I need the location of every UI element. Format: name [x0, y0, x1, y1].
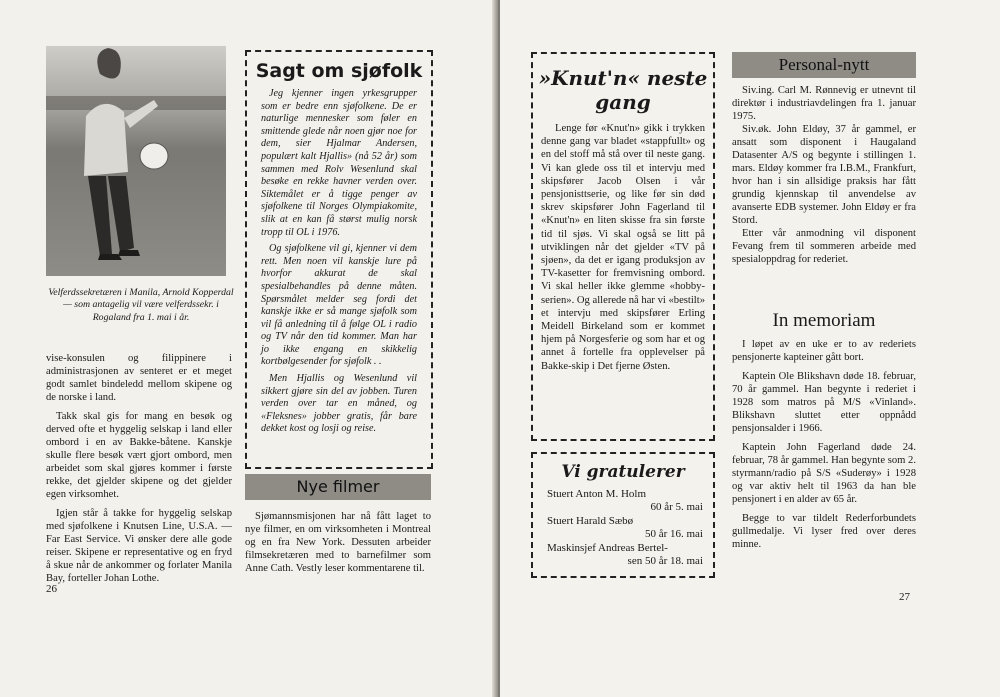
- photo-image: [46, 46, 226, 276]
- in-memoriam-heading: In memoriam: [772, 310, 876, 331]
- gratulerer-entry: [547, 488, 703, 515]
- page-number: 26: [46, 583, 57, 595]
- paragraph: Og sjøfolkene vil gi, kjenner vi dem rett. Men noen vil kanskje lure på hvorfor akkurat de skal spesialbehandles på denne måten. Spørsmålet melder seg fordi det kanskje ikke er så mange sjøfolk som vil få anledning til å følge OL i radio og TV når den tid kommer. Man har jo ikke engang en skikkelig kortbølgesender for sjøfolk . .: [261, 243, 417, 368]
- entry-date: 50 år 16. mai: [644, 528, 703, 541]
- left-page: [0, 0, 496, 697]
- gratulerer-list: [533, 488, 713, 568]
- gratulerer-entry: [547, 515, 703, 542]
- gratulerer-title: Vi gratulerer: [561, 462, 685, 482]
- paragraph: Takk skal gis for mang en besøk og derved ofte et hyggelig selskap i land eller ombord i en av Bakke-båtene. Kanskje skulle flere besøk vært gjort ombord, men arbeidet som skal gjøres kommer i første rekke, det gjelder skipene og det gjelder egen virksomhet.: [46, 411, 232, 500]
- paragraph: Siv.øk. John Eldøy, 37 år gammel, er ansatt som disponent i Haugaland Datasenter A/S og begynte i stillingen 1. mars. Eldøy kommer fra I.B.M., Frankfurt, hvor han i sin allsidige praksis har fått grundig kjennskap til anvendelse av avanserte EDB systemer. John Eldøy er fra Stord.: [732, 124, 916, 226]
- page-number: 27: [899, 591, 910, 603]
- knutn-box: [531, 52, 715, 441]
- paragraph: Kaptein John Fagerland døde 24. februar, 78 år gammel. Han begynte som 2. styrmann/radio på S/S «Suderøy» i 1928 og var aktiv helt til 1963 da han ble pensjonert i en alder av 65 år.: [732, 442, 916, 505]
- sagt-body: [247, 88, 431, 436]
- entry-date: 60 år 5. mai: [650, 501, 703, 514]
- nye-filmer-text: Sjømannsmisjonen har nå fått laget to nye filmer, en om virksomheten i Montreal og en fra New York. Dessuten arbeider filmsekretæren med to barnefilmer som Anne Cath. Vestly leser kommentarene til.: [245, 511, 431, 574]
- personal-nytt-heading: Personal-nytt: [732, 52, 916, 78]
- paragraph: Begge to var tildelt Rederforbundets gullmedalje. Vi lyser fred over deres minne.: [732, 513, 916, 550]
- left-column-text: [46, 352, 232, 585]
- paragraph: Jeg kjenner ingen yrkesgrupper som er bedre enn sjøfolkene. De er naturlige mennesker som føler en smittende glede når noen gjør noe for dem, sier Hjalmar Andersen, populært kalt Hjallis» (nå 52 år) som sammen med Rolv Wesenlund skal besøke en rekke havner verden over. Siktemålet er å tigge penger av sjøfolkene til Norges Olympiakomite, slik at en kan få størst mulig norsk tropp til OL i 1976.: [261, 88, 417, 238]
- entry-date: sen 50 år 18. mai: [627, 555, 703, 568]
- right-page: [500, 0, 1000, 697]
- in-memoriam-text: [732, 338, 916, 551]
- entry-name: Stuert Harald Sæbø: [547, 514, 634, 527]
- photo-man-with-ball: [46, 46, 226, 276]
- paragraph: Igjen står å takke for hyggelig selskap med sjøfolkene i Knutsen Line, U.S.A. — Far East Service. Vi ønsker dere alle gode reiser. Skipene er representative og en fryd å skue når de ankommer og forlater Manila Bay, forteller Johan Lothe.: [46, 508, 232, 584]
- personal-nytt-text: [732, 84, 916, 266]
- entry-name: Stuert Anton M. Holm: [547, 488, 647, 500]
- paragraph: vise-konsulen og filippinere i administrasjonen av senteret er et meget godt samlet bindeledd mellom skipene og de norske i land.: [46, 353, 232, 403]
- photo-caption: Velferdssekretæren i Manila, Arnold Kopperdal — som antagelig vil være velferdssekr. i Rogaland fra 1. mai i år.: [48, 287, 234, 323]
- knutn-text: Lenge før «Knut'n» gikk i trykken denne gang var bladet «stappfullt» og en del stoff må stå over til neste gang. Vi kan glede oss til et intervju med skipsfører Jacob Olsen i vår pensjonisttserie, og like før sin død skrev skipsfører John Fagerland til «Knut'n» en liten skisse fra sin første tid til sjøs. Vi skal også se litt på utviklingen når det gjelder «TV på sjøen», da det er igang produksjon av TV-kasetter for fremvisning ombord. Vi skal heller ikke glemme «hobby-serien». Og allerede nå har vi «bestilt» et intervju med skipsfører Erling Meidell Birkeland som er kommet hjem på Norgesferie og som har et og annet å fortelle fra opplevelser på Bakke-skip i Det fjerne Østen.: [541, 123, 705, 372]
- gratulerer-box: [531, 452, 715, 578]
- knutn-title: »Knut'n« neste gang: [538, 66, 708, 114]
- paragraph: Etter vår anmodning vil disponent Fevang frem til sommeren arbeide med spesialoppdrag for rederiet.: [732, 228, 916, 265]
- gratulerer-entry: [547, 542, 703, 569]
- nye-filmer-heading: Nye filmer: [245, 474, 431, 500]
- sagt-om-sjofolk-box: [245, 50, 433, 469]
- paragraph: I løpet av en uke er to av rederiets pensjonerte kapteiner gått bort.: [732, 339, 916, 363]
- paragraph: Siv.ing. Carl M. Rønnevig er utnevnt til direktør i industriavdelingen fra 1. januar 1975.: [732, 85, 916, 122]
- paragraph: Men Hjallis og Wesenlund vil sikkert gjøre sin del av jobben. Turen verden over tar en måned, og «Fleksnes» jobber gratis, får bare dekket kost og losji og reise.: [261, 373, 417, 435]
- paragraph: Kaptein Ole Blikshavn døde 18. februar, 70 år gammel. Han begynte i rederiet i 1928 som matros på M/S «Vinland». Blikshavn sluttet etter oppnådd pensjonsalder i 1966.: [732, 371, 916, 434]
- sagt-title: Sagt om sjøfolk: [255, 60, 423, 82]
- entry-name: Maskinsjef Andreas Bertel-: [547, 541, 668, 554]
